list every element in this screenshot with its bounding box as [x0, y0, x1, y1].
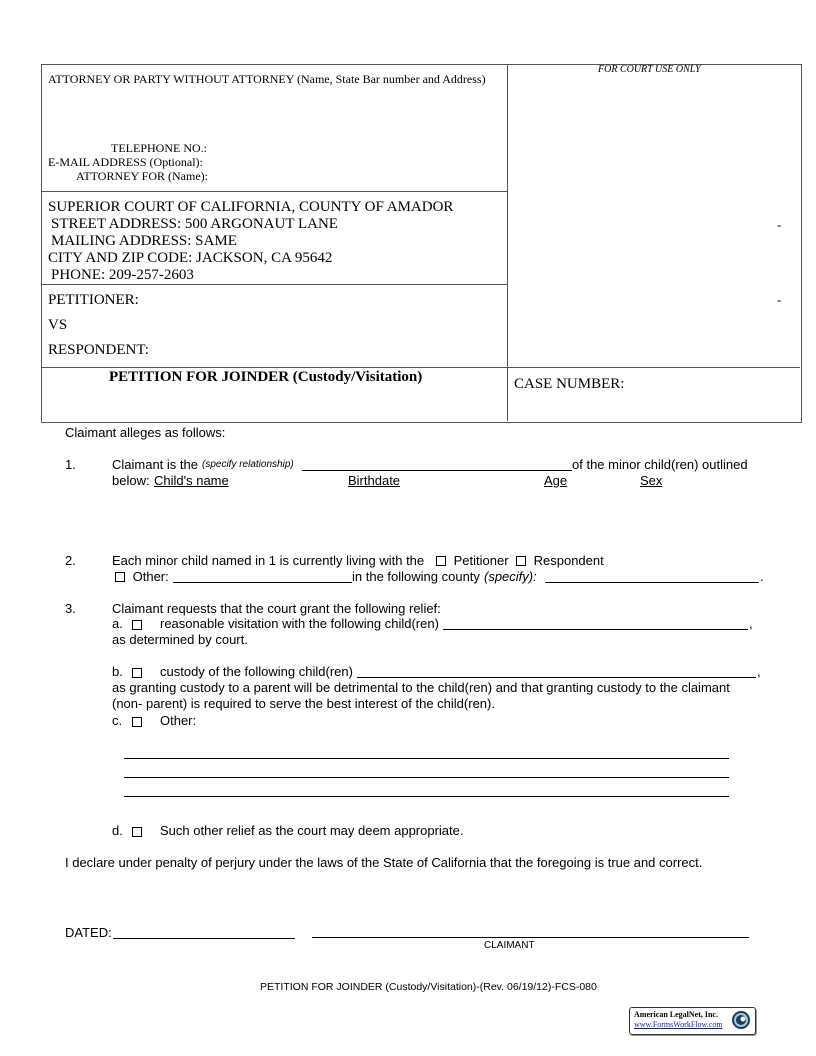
- item-1-number: 1.: [65, 457, 76, 472]
- other-field[interactable]: [173, 582, 352, 583]
- caption-divider-2: [41, 284, 507, 285]
- court-use-label: FOR COURT USE ONLY: [598, 64, 701, 75]
- telephone-label: TELEPHONE NO.:: [111, 141, 207, 155]
- court-name: SUPERIOR COURT OF CALIFORNIA, COUNTY OF AMADOR: [48, 199, 454, 215]
- caption-divider-1: [41, 191, 507, 192]
- court-city-zip: CITY AND ZIP CODE: JACKSON, CA 95642: [48, 250, 333, 266]
- other-option[interactable]: [115, 569, 169, 584]
- attorney-for-label: ATTORNEY FOR (Name):: [76, 169, 208, 183]
- relief-a-comma: ,: [749, 616, 753, 631]
- relief-c-text: Other:: [160, 713, 197, 728]
- item-2-text: Each minor child named in 1 is currently living with the: [112, 553, 425, 568]
- relief-a-label: a.: [112, 616, 123, 631]
- court-mailing-address: MAILING ADDRESS: SAME: [51, 233, 237, 249]
- claimant-signature-line[interactable]: [312, 937, 749, 938]
- form-id-footer: PETITION FOR JOINDER (Custody/Visitation)-(Rev. 06/19/12)-FCS-080: [260, 981, 597, 993]
- form-title: PETITION FOR JOINDER (Custody/Visitation): [109, 369, 423, 385]
- relief-d-text: Such other relief as the court may deem appropriate.: [160, 823, 464, 838]
- relief-b-continued-2: (non- parent) is required to serve the best interest of the child(ren).: [112, 696, 495, 711]
- county-field[interactable]: [545, 582, 759, 583]
- item-1-specify: (specify relationship): [202, 459, 294, 470]
- item-2-number: 2.: [65, 553, 76, 568]
- petitioner-option-label: Petitioner: [453, 553, 509, 568]
- relief-b-comma: ,: [757, 664, 761, 679]
- court-street-address: STREET ADDRESS: 500 ARGONAUT LANE: [51, 216, 338, 232]
- relief-a-text: reasonable visitation with the following child(ren): [160, 616, 439, 631]
- globe-icon: [731, 1010, 751, 1030]
- other-relief-line-1[interactable]: [124, 758, 729, 759]
- relief-b-label: b.: [112, 664, 123, 679]
- vs-label: VS: [48, 317, 68, 333]
- visitation-checkbox[interactable]: [132, 620, 142, 630]
- logo-url[interactable]: www.FormsWorkFlow.com: [634, 1020, 723, 1029]
- respondent-checkbox[interactable]: [516, 556, 526, 566]
- date-field[interactable]: [113, 938, 295, 939]
- column-childs-name: Child's name: [154, 473, 229, 488]
- other-checkbox[interactable]: [115, 572, 125, 582]
- county-period: .: [760, 569, 764, 584]
- intro-text: Claimant alleges as follows:: [65, 425, 226, 440]
- margin-dash-1: -: [777, 217, 782, 232]
- attorney-label: ATTORNEY OR PARTY WITHOUT ATTORNEY (Name, State Bar number and Address): [48, 72, 486, 86]
- relief-b-continued-1: as granting custody to a parent will be detrimental to the child(ren) and that granting custody to the claimant: [112, 680, 730, 695]
- claimant-label: CLAIMANT: [484, 940, 535, 951]
- item-1-text-b: of the minor child(ren) outlined: [572, 457, 748, 472]
- relationship-field[interactable]: [302, 470, 572, 471]
- court-phone: PHONE: 209-257-2603: [51, 267, 194, 283]
- other-relief-line-3[interactable]: [124, 796, 729, 797]
- case-number-label: CASE NUMBER:: [514, 376, 625, 392]
- dated-label: DATED:: [65, 925, 112, 940]
- such-other-relief-checkbox[interactable]: [132, 827, 142, 837]
- column-age: Age: [544, 473, 568, 488]
- item-1-text-a: Claimant is the: [112, 457, 198, 472]
- county-text: in the following county: [352, 569, 480, 584]
- petitioner-checkbox[interactable]: [436, 556, 446, 566]
- other-relief-checkbox[interactable]: [132, 717, 142, 727]
- column-birthdate: Birthdate: [348, 473, 401, 488]
- petitioner-label: PETITIONER:: [48, 292, 139, 308]
- declaration-text: I declare under penalty of perjury under the laws of the State of California that the foregoing is true and correct.: [65, 855, 703, 870]
- item-3-text: Claimant requests that the court grant the following relief:: [112, 601, 441, 616]
- column-sex: Sex: [640, 473, 663, 488]
- relief-c-label: c.: [112, 713, 123, 728]
- respondent-label: RESPONDENT:: [48, 342, 149, 358]
- custody-children-field[interactable]: [357, 677, 756, 678]
- relief-a-continued: as determined by court.: [112, 632, 248, 647]
- respondent-option[interactable]: [516, 553, 604, 568]
- petitioner-option[interactable]: [436, 553, 509, 568]
- margin-dash-2: -: [777, 292, 782, 307]
- other-option-label: Other:: [132, 569, 169, 584]
- respondent-option-label: Respondent: [533, 553, 604, 568]
- visitation-children-field[interactable]: [443, 629, 748, 630]
- county-specify: (specify):: [484, 569, 537, 584]
- email-label: E-MAIL ADDRESS (Optional):: [48, 155, 203, 169]
- caption-divider-3: [41, 367, 800, 368]
- item-3-number: 3.: [65, 601, 76, 616]
- legalnet-logo: [629, 1007, 756, 1035]
- other-relief-line-2[interactable]: [124, 777, 729, 778]
- logo-company: American LegalNet, Inc.: [634, 1010, 718, 1019]
- relief-b-text: custody of the following child(ren): [160, 664, 353, 679]
- item-1-below: below:: [112, 473, 150, 488]
- relief-d-label: d.: [112, 823, 123, 838]
- custody-checkbox[interactable]: [132, 668, 142, 678]
